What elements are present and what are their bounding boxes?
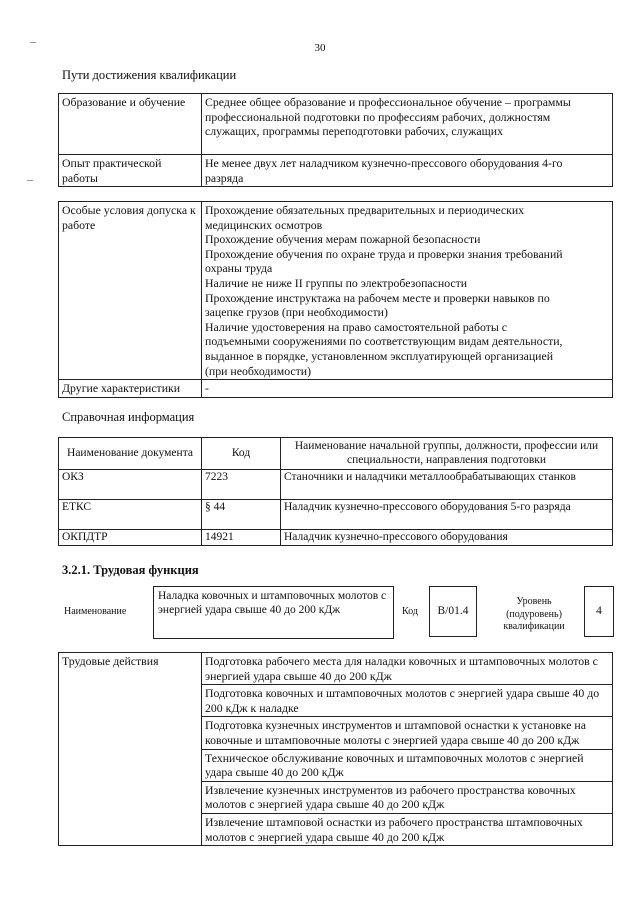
qualification-level-label: Уровень (подуровень) квалификации xyxy=(503,596,565,632)
special-conditions-label: Особые условия допуска к работе xyxy=(59,202,202,380)
education-label: Образование и обучение xyxy=(59,94,202,155)
labor-action-item: Подготовка рабочего места для наладки ковочных и штамповочных молотов с энергией удара свыше 40 до 200 кДж xyxy=(202,653,613,685)
header-code: Код xyxy=(202,438,281,470)
labor-action-item: Извлечение кузнечных инструментов из рабочего пространства ковочных молотов с энергией удара свыше 40 до 200 кДж xyxy=(202,781,613,813)
ref-code: § 44 xyxy=(202,500,281,530)
qualification-table xyxy=(58,93,613,187)
table-row xyxy=(59,155,613,187)
qualification-title: Пути достижения квалификации xyxy=(62,68,237,82)
table-header-row xyxy=(59,438,613,470)
table-row xyxy=(59,500,613,530)
function-code-box: В/01.4 xyxy=(429,586,477,637)
ref-doc: ОКПДТР xyxy=(59,530,202,546)
special-conditions-value: Прохождение обязательных предварительных и периодических медицинских осмотров Прохождение обучения мерам пожарной безопасности Прохождение обучения по охране труда и проверки знания требований охраны труда Наличие не ниже II группы по электробезопасности Прохождение инструктажа на рабочем месте и проверки навыков по зацепке грузов (при необходимости) Наличие удостоверения на право самостоятельной работы с подъемными сооружениями по соответствующим видам деятельности, выданное в порядке, установленном эксплуатирующей организацией (при необходимости) xyxy=(202,202,613,380)
labor-action-item: Подготовка кузнечных инструментов и штамповой оснастки к установке на ковочные и штамповочные молоты с энергией удара свыше 40 до 200 кДж xyxy=(202,717,613,749)
header-name: Наименование начальной группы, должности, профессии или специальности, направления подготовки xyxy=(281,438,613,470)
header-document: Наименование документа xyxy=(59,438,202,470)
scan-mark xyxy=(27,180,33,181)
reference-table xyxy=(58,437,613,546)
function-name-label: Наименование xyxy=(64,606,127,617)
function-code-label: Код xyxy=(402,606,418,617)
function-name-box: Наладка ковочных и штамповочных молотов с энергией удара свыше 40 до 200 кДж xyxy=(153,586,394,639)
ref-doc: ОКЗ xyxy=(59,470,202,500)
ref-code: 14921 xyxy=(202,530,281,546)
table-row xyxy=(59,470,613,500)
special-conditions-table xyxy=(58,201,613,398)
table-row xyxy=(59,380,613,398)
experience-value: Не менее двух лет наладчиком кузнечно-прессового оборудования 4-го разряда xyxy=(202,155,613,187)
qualification-level-box: 4 xyxy=(584,586,614,637)
reference-title: Справочная информация xyxy=(62,410,195,424)
ref-name: Станочники и наладчики металлообрабатывающих станков xyxy=(281,470,613,500)
table-row xyxy=(59,202,613,380)
labor-action-item: Извлечение штамповой оснастки из рабочего пространства штамповочных молотов с энергией удара свыше 40 до 200 кДж xyxy=(202,813,613,845)
labor-actions-label: Трудовые действия xyxy=(59,653,202,846)
table-row xyxy=(59,530,613,546)
function-heading: 3.2.1. Трудовая функция xyxy=(62,563,199,577)
ref-name: Наладчик кузнечно-прессового оборудования 5-го разряда xyxy=(281,500,613,530)
experience-label: Опыт практической работы xyxy=(59,155,202,187)
ref-name: Наладчик кузнечно-прессового оборудования xyxy=(281,530,613,546)
page-number: 30 xyxy=(314,42,326,54)
labor-action-item: Подготовка ковочных и штамповочных молотов с энергией удара свыше 40 до 200 кДж к наладке xyxy=(202,685,613,717)
table-row xyxy=(59,653,613,685)
ref-code: 7223 xyxy=(202,470,281,500)
other-characteristics-label: Другие характеристики xyxy=(59,380,202,398)
labor-actions-table xyxy=(58,652,613,846)
labor-action-item: Техническое обслуживание ковочных и штамповочных молотов с энергией удара свыше 40 до 200 кДж xyxy=(202,749,613,781)
education-value: Среднее общее образование и профессиональное обучение – программы профессиональной подготовки по профессиям рабочих, должностям служащих, программы переподготовки рабочих, служащих xyxy=(202,94,613,155)
ref-doc: ЕТКС xyxy=(59,500,202,530)
other-characteristics-value: - xyxy=(202,380,613,398)
table-row xyxy=(59,94,613,155)
